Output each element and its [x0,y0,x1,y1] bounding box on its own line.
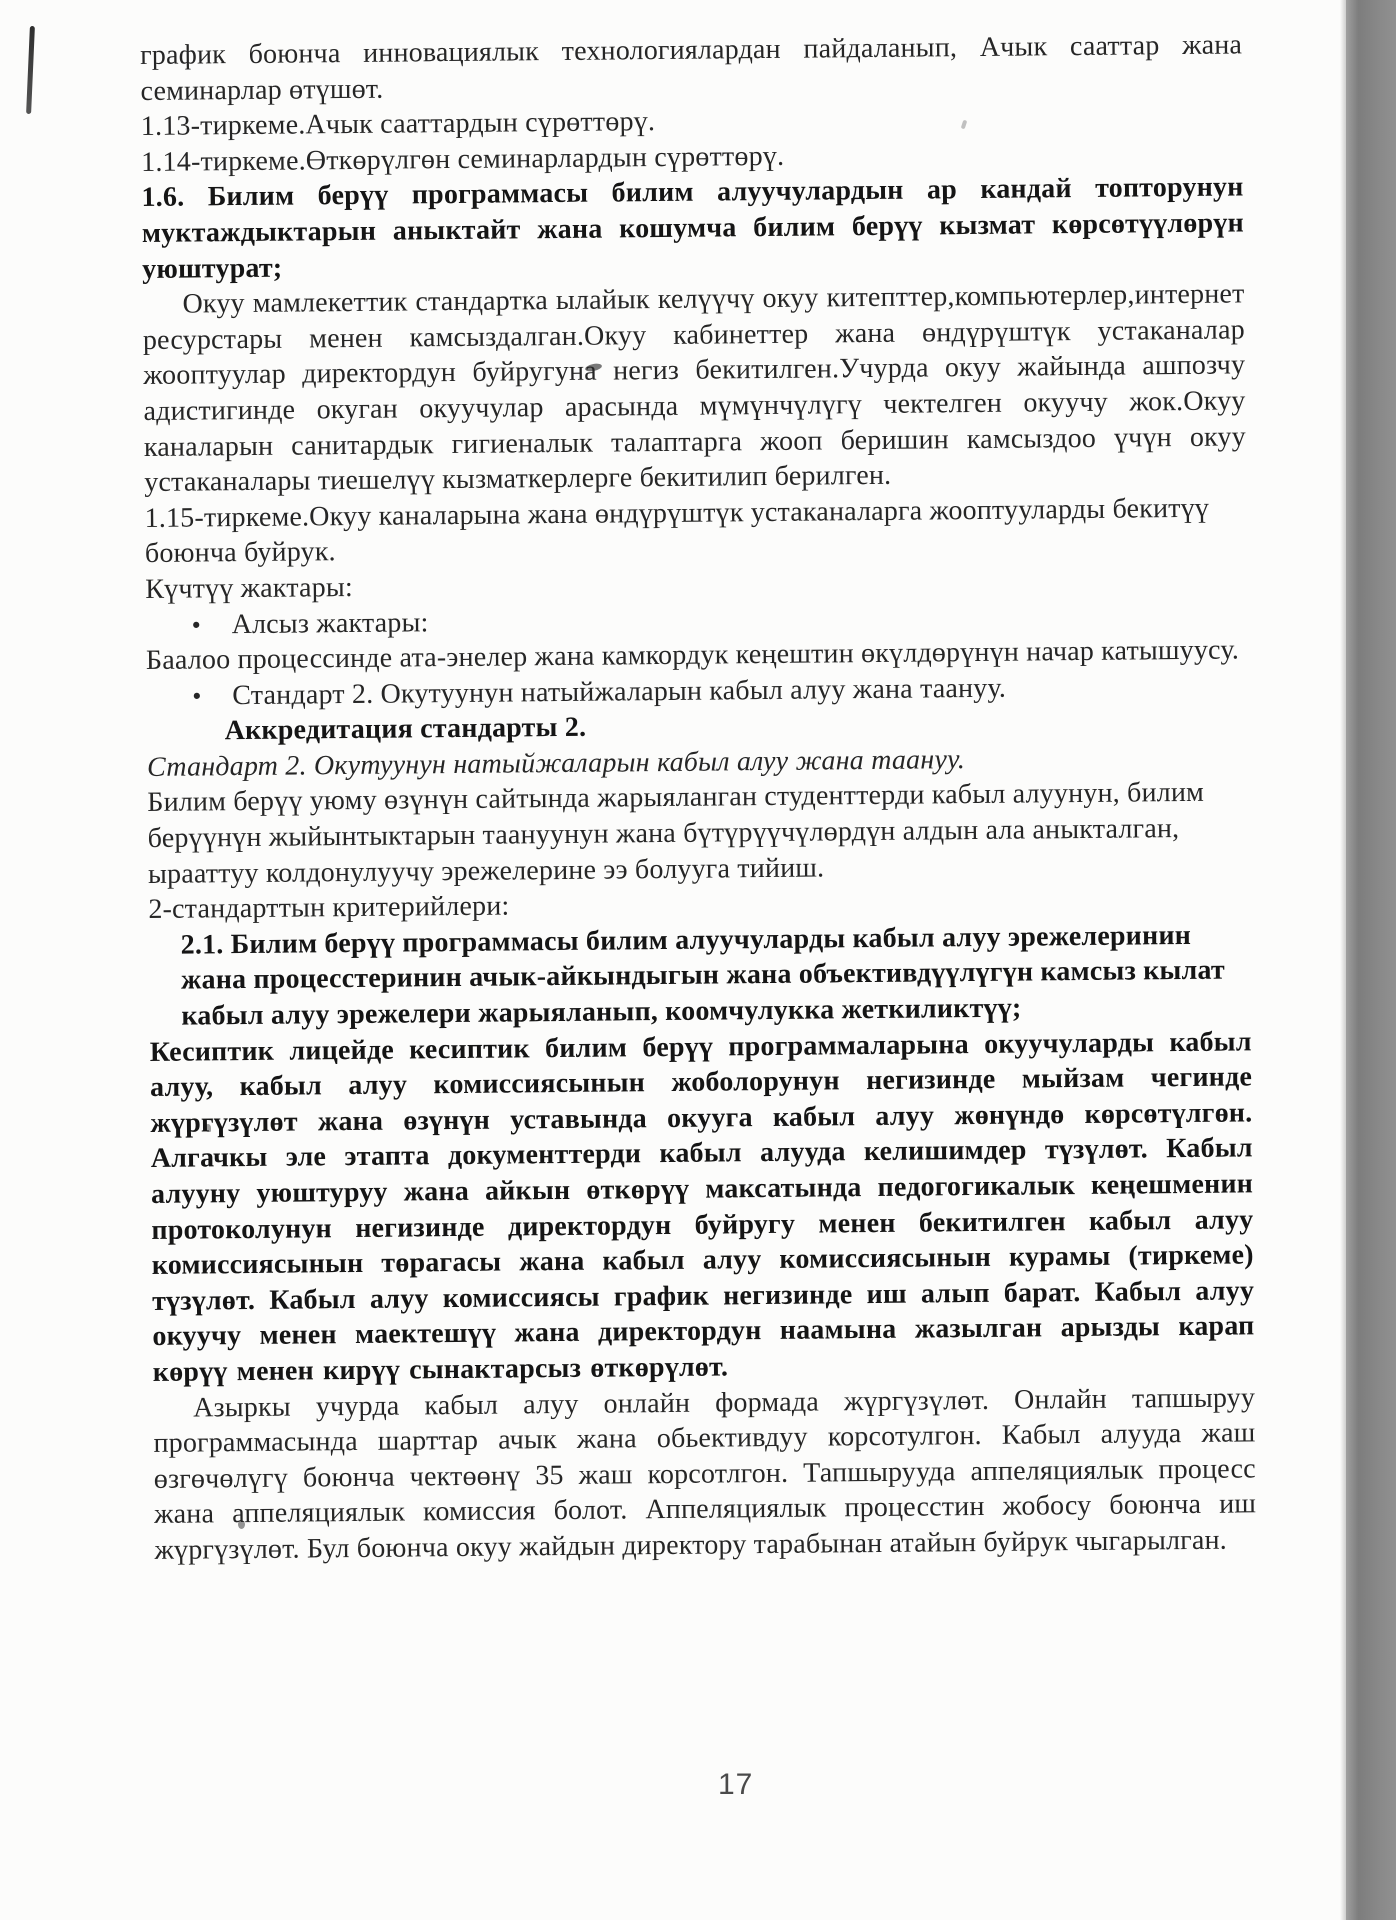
weaknesses-label: Баалоо процессинде ата-энелер жана камкордук кеңештин өкүлдөрүнүн начар катышуусу. [145,634,1240,677]
appendix-ref-1-14: 1.14-тиркеме.Өткөрүлгөн семинарлардын сүрөттөрү. [141,140,785,178]
standard-2-criteria-heading: 2.1. Билим берүү программасы билим алуучуларды кабыл алуу эрежелеринин жана процесстеринин ачык-айкындыгын жана объективдүүлүгүн камсыз кылат кабыл алуу эрежелери жарыяланып, коомчулукка жеткиликтүү; [180,919,1226,1032]
bullet-icon: • [191,609,202,640]
accreditation-standard-label: Стандарт 2. Окутуунун натыйжаларын кабыл алуу жана таануу. [146,743,966,783]
criterion-2-1-heading: Кесиптик лицейде кесиптик билим берүү программаларына окуучуларды кабыл алуу, кабыл алуу комиссиясынын жоболорунун негизинде мыйзам чегинде жүргүзүлөт жана өзүнүн уставында окууга кабыл алуу жөнүндө көрсөтүлгөн. Алгачкы эле этапта документтерди кабыл алууда келишимдер түзүлөт. Кабыл алууну уюштуруу жана айкын өткөрүү максатында педогогикалык кеңешменин протоколунун негизинде директордун буйругу менен бекитилген кабыл алуу комиссиясынын төрагасы жана кабыл алуу комиссиясынын курамы (тиркеме) түзүлөт. Кабыл алуу комиссиясы график негизинде иш алып барат. Кабыл алуу окуучу менен маектешүү жана директордун наамына жазылган арызды карап көрүү менен кирүү сынактарсыз өткөрүлөт. [149,1026,1255,1388]
strengths-label: Күчтүү жактары: [145,571,354,605]
list-item-text: Алсыз жактары: [231,606,429,640]
document-page-text [140,27,1257,1568]
appendix-ref-1-13: 1.13-тиркеме.Ачык сааттардын сүрөттөрү. [140,106,656,143]
paragraph: Окуу мамлекеттик стандартка ылайык келүүчү окуу китепттер,компьютерлер,интернет ресурстары менен камсыздалган.Окуу кабинеттер жана өндүрүштүк устаканалар жооптуулар директордун буйругуна негиз бекитилген.Учурда окуу жайында ашпозчу адистигинде окуган окуучулар арасында мүмүнчүлүгү чектелген окуучу жок.Окуу каналарын санитардык гигиеналык талаптарга жооп беришин камсыздоо үчүн окуу устаканалары тиешелүү кызматкерлерге бекитилип берилген. [142,278,1247,499]
paragraph-continuation: график боюнча инновациялык технологиялардан пайдаланып, Ачык сааттар жана семинарлар өтүшөт. [140,29,1243,107]
pen-mark-artifact [26,26,35,114]
appendix-ref-1-15: 1.15-тиркеме.Окуу каналарына жана өндүрүштүк устаканаларга жооптууларды бекитүү боюнча буйрук. [144,492,1210,570]
paragraph: Азыркы учурда кабыл алуу онлайн формада жүргүзүлөт. Онлайн тапшыруу программасында шарттар ачык жана обьективдуу корсотулгон. Кабыл алууда жаш өзгөчөлүгү боюнча чектөөнү 35 жаш корсотлгон. Тапшырууда аппеляциялык процесс жана аппеляциялык комиссия болот. Аппеляциялык процесстин жобосу боюнча иш жүргүзүлөт. Бул боюнча окуу жайдын директору тарабынан атайын буйрук чыгарылган. [153,1381,1257,1566]
standard-2-subheading: Билим берүү уюму өзүнүн сайтында жарыяланган студенттерди кабыл алуунун, билим берүүнүн жыйынтыктарын таануунун жана бүтүрүүчүлөрдүн алдын ала аныкталган, ырааттуу колдонулуучу эрежелерине ээ болууга тийиш. [147,777,1205,890]
scan-edge-band [1346,0,1396,1920]
standard-2-heading: Аккредитация стандарты 2. [224,712,587,747]
bullet-icon: • [192,681,202,711]
criterion-1-6-heading: 1.6. Билим берүү программасы билим алуучулардын ар кандай топторунун муктаждыктарын аныктайт жана кошумча билим берүү кызмат көрсөтүүлөрүн уюштурат; [141,171,1244,285]
list-item-text: Стандарт 2. Окутуунун натыйжаларын кабыл алуу жана таануу. [232,672,1007,711]
paragraph: 2-стандарттын критерийлери: [148,890,510,926]
page-number: 17 [718,1768,754,1801]
